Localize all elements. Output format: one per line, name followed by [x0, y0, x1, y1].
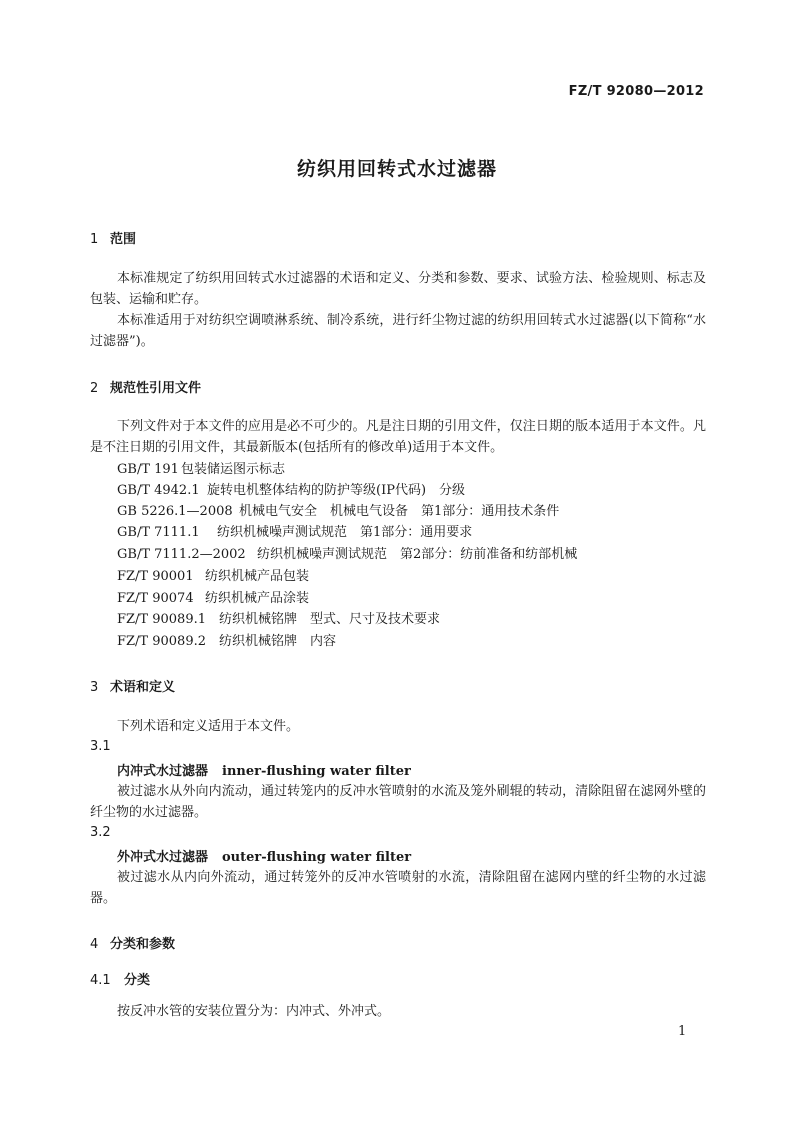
section-number: 3	[90, 680, 99, 695]
section-2-intro: 下列文件对于本文件的应用是必不可少的。凡是注日期的引用文件，仅注日期的版本适用于本文件。凡是不注日期的引用文件，其最新版本(包括所有的修改单)适用于本文件。	[90, 419, 706, 455]
section-title: 分类和参数	[110, 937, 176, 952]
reference-item: GB/T 7111.1 纺织机械噪声测试规范 第1部分：通用要求	[117, 525, 473, 540]
section-4-heading	[90, 933, 175, 952]
term-heading: 内冲式水过滤器 inner-flushing water filter	[117, 764, 411, 779]
reference-item: FZ/T 90089.1 纺织机械铭牌 型式、尺寸及技术要求	[117, 612, 441, 627]
term-number: 3.1	[90, 739, 111, 754]
reference-item: FZ/T 90074 纺织机械产品涂装	[117, 591, 310, 606]
section-title: 范围	[110, 232, 137, 247]
standard-code: FZ/T 92080—2012	[568, 84, 704, 99]
section-1-paragraph: 本标准规定了纺织用回转式水过滤器的术语和定义、分类和参数、要求、试验方法、检验规则、标志及包装、运输和贮存。	[90, 271, 706, 307]
subsection-title: 分类	[124, 973, 151, 988]
reference-item: FZ/T 90089.2 纺织机械铭牌 内容	[117, 634, 337, 649]
reference-item: GB/T 4942.1 旋转电机整体结构的防护等级(IP代码) 分级	[117, 483, 466, 498]
subsection-4-1-heading	[90, 969, 150, 988]
term-definition: 被过滤水从内向外流动，通过转笼外的反冲水管喷射的水流，清除阻留在滤网内壁的纤尘物的水过滤器。	[90, 870, 706, 906]
section-1-heading	[90, 228, 136, 247]
reference-item: FZ/T 90001 纺织机械产品包装	[117, 569, 310, 584]
section-2-heading	[90, 377, 201, 396]
subsection-number: 4.1	[90, 973, 111, 988]
page-number: 1	[678, 1024, 687, 1039]
document-title: 纺织用回转式水过滤器	[296, 158, 497, 180]
reference-item: GB 5226.1—2008 机械电气安全 机械电气设备 第1部分：通用技术条件	[117, 504, 560, 519]
reference-item: GB/T 7111.2—2002 纺织机械噪声测试规范 第2部分：纺前准备和纺部机械	[117, 547, 578, 562]
section-title: 规范性引用文件	[110, 381, 202, 396]
section-1-paragraph: 本标准适用于对纺织空调喷淋系统、制冷系统，进行纤尘物过滤的纺织用回转式水过滤器(以下简称“水过滤器”)。	[90, 313, 706, 349]
term-number: 3.2	[90, 825, 111, 840]
subsection-4-1-text: 按反冲水管的安装位置分为：内冲式、外冲式。	[117, 1004, 391, 1019]
section-number: 1	[90, 232, 99, 247]
term-definition: 被过滤水从外向内流动，通过转笼内的反冲水管喷射的水流及笼外刷辊的转动，清除阻留在滤网外壁的纤尘物的水过滤器。	[90, 784, 706, 820]
section-3-intro: 下列术语和定义适用于本文件。	[117, 719, 300, 734]
term-heading: 外冲式水过滤器 outer-flushing water filter	[117, 850, 412, 865]
section-title: 术语和定义	[110, 680, 176, 695]
section-number: 4	[90, 937, 99, 952]
section-3-heading	[90, 676, 175, 695]
reference-item: GB/T 191 包装储运图示标志	[117, 462, 286, 477]
section-number: 2	[90, 381, 99, 396]
